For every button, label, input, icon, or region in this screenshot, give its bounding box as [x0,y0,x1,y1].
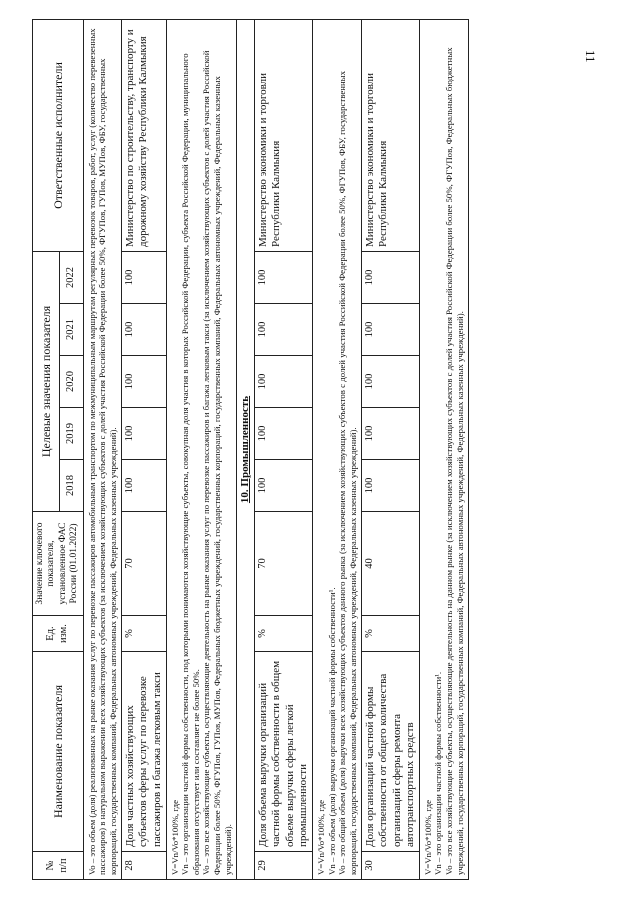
note-line: Vo – это все хозяйствующие субъекты, осуществляющие деятельность на рынке оказания услуг по перевозке пассажиров и багажа легковым такси (за исключением хозяйствующих субъектов с долей участия Российской Федерации более 50%, ФГУПов, ГУПов, МУПов, Федеральных бюджетных учреждений, государственных корпораций, государственных компаний, Федеральных автономных учреждений, Федеральных казенных учреждений). [201,50,233,875]
note-line: Vo – это все хозяйствующие субъекты, осуществляющие деятельность на данном рынке (за исключением хозяйствующих субъектов с долей участия Российской Федерации более 50%, ФГУПов, Федеральных бюджетных учреждений, государственных корпораций, государственных компаний, Федеральных автономных учреждений, Федеральных казенных учреждений). [444,47,465,875]
note-line: Vn – это организации частной формы собственности¹. [433,671,444,875]
header-year: 2022 [59,251,83,303]
row-value: 100 [362,251,420,303]
header-num: № п/п [33,852,84,880]
header-year: 2020 [59,356,83,408]
row-responsible: Министерство экономики и торговли Республики Калмыкия [255,19,313,251]
row-unit: % [255,616,313,652]
page-number: 11 [583,50,598,63]
row-unit: % [362,616,420,652]
header-year: 2018 [59,460,83,512]
formula-note [166,19,236,879]
row-responsible: Министерство экономики и торговли Республики Калмыкия [362,19,420,251]
row-value: 100 [362,460,420,512]
row-value: 100 [255,408,313,460]
header-targets: Целевые значения показателя [33,251,60,511]
header-unit: Ед. изм. [33,616,84,652]
section-title: 10. Промышленность [237,19,255,879]
note-line: V=Vn/Vo*100%, где [422,800,433,875]
row-value: 100 [122,408,167,460]
header-year: 2021 [59,304,83,356]
row-value: 100 [122,304,167,356]
note-line: V=Vn/Vo*100%, где [315,800,326,875]
indicators-table [32,19,469,880]
row-value: 100 [255,356,313,408]
header-year: 2019 [59,408,83,460]
note-line: Vo – это общий объем (доля) выручки всех хозяйствующих субъектов данного рынка (за исключением хозяйствующих субъектов с долей участия Российской Федерации более 50%, ФГУПов, ФБУ, государственных корпораций, государственных компаний, Федеральных автономных учреждений, Федеральных казенных учреждений). [337,71,358,875]
row-key-value: 40 [362,512,420,616]
row-name: Доля объема выручки организаций частной формы собственности в общем объеме выручки сферы легкой промышленности [255,652,313,852]
row-value: 100 [255,460,313,512]
row-value: 100 [362,304,420,356]
row-num: 30 [362,852,420,880]
formula-note [312,19,361,879]
row-value: 100 [122,251,167,303]
row-value: 100 [122,356,167,408]
table-row [362,19,420,879]
top-note: Vo – это объем (доля) реализованных на рынке оказания услуг по перевозке пассажиров автомобильным транспортом по межмуниципальным маршрутам регулярных перевозок товаров, работ, услуг (количество перевезенных пассажиров) в натуральном выражении всех хозяйствующих субъектов (за исключением хозяйствующих субъектов с долей участия Российской Федерации более 50%, ФГУПов, ГУПов, МУПов, ФБУ, государственных корпораций, государственных компаний, Федеральных автономных учреждений, Федеральных казенных учреждений). [83,19,122,879]
row-value: 100 [362,356,420,408]
formula-note [419,19,468,879]
rotated-table-sheet [32,20,617,880]
note-line: Vn – это объем (доля) выручки организаций частной формы собственности¹. [326,587,337,875]
header-key-value: Значение ключевого показателя, установленное ФАС России (01.01.2022) [33,512,84,616]
row-value: 100 [255,251,313,303]
table-row [255,19,313,879]
header-name: Наименование показателя [33,652,84,852]
note-line: Vn – это организации частной формы собственности, под которыми понимаются хозяйствующие субъекты, совокупная доля участия в которых Российской Федерации, субъекта Российской Федерации, муниципального образования отсутствует или составляет не более 50%. [180,53,201,875]
row-name: Доля частных хозяйствующих субъектов сферы услуг по перевозке пассажиров и багажа легковым такси [122,652,167,852]
row-value: 100 [122,460,167,512]
row-value: 100 [362,408,420,460]
header-responsible: Ответственные исполнители [33,19,84,251]
table-row [122,19,167,879]
row-key-value: 70 [122,512,167,616]
row-num: 29 [255,852,313,880]
row-name: Доля организаций частной формы собственности от общего количества организаций сферы ремонта автотранспортных средств [362,652,420,852]
row-responsible: Министерство по строительству, транспорту и дорожному хозяйству Республики Калмыкия [122,19,167,251]
row-num: 28 [122,852,167,880]
row-value: 100 [255,304,313,356]
row-unit: % [122,616,167,652]
row-key-value: 70 [255,512,313,616]
note-line: V=Vn/Vo*100%, где [169,800,180,875]
